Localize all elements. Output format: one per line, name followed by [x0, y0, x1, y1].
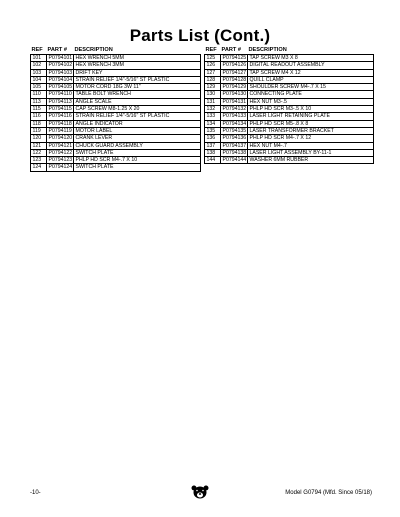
ref-cell: 110: [31, 91, 47, 98]
description-cell: LASER LIGHT ASSEMBLY BY-11-1: [248, 149, 374, 156]
table-row: [31, 157, 201, 164]
description-cell: WASHER 6MM RUBBER: [248, 157, 374, 164]
description-cell: CRANK LEVER: [74, 135, 201, 142]
table-row: [205, 149, 374, 156]
ref-cell: 133: [205, 113, 221, 120]
part-number-cell: P0794121: [48, 142, 73, 149]
ref-cell: 125: [205, 55, 221, 62]
header-part: PART #: [47, 47, 67, 53]
ref-cell: 144: [205, 157, 221, 164]
header-description: DESCRIPTION: [248, 47, 287, 53]
ref-cell: 119: [31, 127, 47, 134]
table-header-row: [31, 46, 201, 55]
table-row: [31, 76, 201, 83]
ref-cell: 101: [31, 55, 47, 62]
description-cell: HEX WRENCH 3MM: [74, 62, 201, 69]
description-cell: ANGLE INDICATOR: [74, 120, 201, 127]
table-row: [31, 142, 201, 149]
description-cell: PHLP HD SCR M5-.8 X 8: [248, 120, 374, 127]
ref-cell: 137: [205, 142, 221, 149]
description-cell: QUILL CLAMP: [248, 76, 374, 83]
ref-cell: 121: [31, 142, 47, 149]
part-number-cell: P0794110: [48, 91, 72, 98]
description-cell: MOTOR LABEL: [74, 127, 201, 134]
ref-cell: 120: [31, 135, 47, 142]
table-header-row: [205, 46, 374, 55]
part-number-cell: P0794120: [48, 135, 73, 142]
table-row: [205, 127, 374, 134]
part-number-cell: P0794136: [222, 135, 247, 142]
header-ref: REF: [31, 47, 43, 53]
table-row: [31, 106, 201, 113]
part-number-cell: P0794101: [48, 55, 73, 61]
part-number-cell: P0794116: [48, 113, 72, 120]
ref-cell: 131: [205, 98, 221, 105]
ref-cell: 136: [205, 135, 221, 142]
description-cell: TABLE BOLT WRENCH: [74, 91, 201, 98]
ref-cell: 105: [31, 84, 47, 91]
model-label: Model G0794 (Mfd. Since 05/18): [285, 490, 372, 496]
part-number-cell: P0794127: [222, 69, 247, 76]
ref-cell: 116: [31, 113, 47, 120]
part-number-cell: P0794123: [48, 157, 73, 164]
table-row: [205, 84, 374, 91]
part-number-cell: P0794144: [222, 157, 247, 164]
ref-cell: 113: [31, 98, 47, 105]
ref-cell: 135: [205, 127, 221, 134]
ref-cell: 127: [205, 69, 221, 76]
part-number-cell: P0794126: [222, 62, 247, 69]
table-row: [205, 135, 374, 142]
description-cell: HEX NUT M3-.5: [248, 98, 374, 105]
part-number-cell: P0794115: [48, 106, 72, 113]
description-cell: TAP SCREW M3 X 8: [248, 55, 374, 62]
part-number-cell: P0794105: [48, 84, 73, 91]
ref-cell: 132: [205, 106, 221, 113]
part-number-cell: P0794135: [222, 127, 247, 134]
table-row: [31, 69, 201, 76]
description-cell: DRIFT KEY: [74, 69, 201, 76]
description-cell: STRAIN RELIEF 1/4"-5/16" ST PLASTIC: [74, 76, 201, 83]
part-number-cell: P0794125: [222, 55, 247, 61]
part-number-cell: P0794129: [222, 84, 247, 91]
part-number-cell: P0794128: [222, 76, 247, 83]
table-row: [205, 157, 374, 164]
ref-cell: 130: [205, 91, 221, 98]
table-row: [205, 113, 374, 120]
description-cell: HEX NUT M4-.7: [248, 142, 374, 149]
ref-cell: 134: [205, 120, 221, 127]
table-row: [205, 106, 374, 113]
ref-cell: 138: [205, 149, 221, 156]
header-description: DESCRIPTION: [74, 47, 113, 53]
description-cell: CAP SCREW M8-1.25 X 20: [74, 106, 201, 113]
ref-cell: 118: [31, 120, 47, 127]
ref-cell: 128: [205, 76, 221, 83]
ref-cell: 126: [205, 62, 221, 69]
ref-cell: 122: [31, 149, 47, 156]
part-number-cell: P0794102: [48, 62, 73, 69]
part-number-cell: P0794103: [48, 69, 73, 76]
description-cell: PHLP HD SCR M4-.7 X 12: [248, 135, 374, 142]
description-cell: SWITCH PLATE: [74, 164, 201, 171]
part-number-cell: P0794131: [222, 98, 247, 105]
header-ref: REF: [205, 47, 217, 53]
ref-cell: 102: [31, 62, 47, 69]
table-row: [205, 120, 374, 127]
header-part: PART #: [221, 47, 241, 53]
ref-cell: 129: [205, 84, 221, 91]
parts-table-right: [204, 46, 374, 164]
ref-cell: 123: [31, 157, 47, 164]
description-cell: CONNECTING PLATE: [248, 91, 374, 98]
table-row: [31, 113, 201, 120]
table-row: [205, 98, 374, 105]
page-title: Parts List (Cont.): [129, 26, 271, 45]
bear-head-logo-icon: [191, 485, 209, 499]
ref-cell: 103: [31, 69, 47, 76]
description-cell: CHUCK GUARD ASSEMBLY: [74, 142, 201, 149]
part-number-cell: P0794124: [48, 164, 73, 171]
table-row: [31, 149, 201, 156]
description-cell: MOTOR CORD 18G 3W 11": [74, 84, 201, 91]
ref-cell: 124: [31, 164, 47, 171]
parts-table-left: [30, 46, 201, 172]
table-row: [205, 62, 374, 69]
part-number-cell: P0794104: [48, 76, 73, 83]
part-number-cell: P0794130: [222, 91, 247, 98]
table-row: [205, 142, 374, 149]
part-number-cell: P0794138: [222, 149, 247, 156]
table-row: [31, 135, 201, 142]
part-number-cell: P0794118: [48, 120, 72, 127]
page-number: -10-: [30, 490, 41, 496]
part-number-cell: P0794133: [222, 113, 247, 120]
table-row: [31, 84, 201, 91]
ref-cell: 115: [31, 106, 47, 113]
ref-cell: 104: [31, 76, 47, 83]
table-row: [205, 91, 374, 98]
description-cell: SHOULDER SCREW M4-.7 X 15: [248, 84, 374, 91]
description-cell: SWITCH PLATE: [74, 149, 201, 156]
table-row: [205, 55, 374, 62]
table-row: [205, 76, 374, 83]
table-row: [31, 55, 201, 62]
part-number-cell: P0794122: [48, 149, 73, 156]
description-cell: STRAIN RELIEF 1/4"-5/16" ST PLASTIC: [74, 113, 201, 120]
description-cell: DIGITAL READOUT ASSEMBLY: [248, 62, 374, 69]
description-cell: PHLP HD SCR M4-.7 X 10: [74, 157, 201, 164]
description-cell: HEX WRENCH 5MM: [74, 55, 201, 62]
part-number-cell: P0794132: [222, 106, 247, 113]
description-cell: PHLP HD SCR M3-.5 X 10: [248, 106, 374, 113]
part-number-cell: P0794137: [222, 142, 247, 149]
part-number-cell: P0794119: [48, 127, 72, 134]
table-row: [31, 127, 201, 134]
description-cell: ANGLE SCALE: [74, 98, 201, 105]
table-row: [31, 164, 201, 171]
table-row: [31, 120, 201, 127]
table-row: [31, 62, 201, 69]
table-row: [31, 98, 201, 105]
description-cell: LASER TRANSFORMER BRACKET: [248, 127, 374, 134]
description-cell: TAP SCREW M4 X 12: [248, 69, 374, 76]
table-row: [31, 91, 201, 98]
table-row: [205, 69, 374, 76]
part-number-cell: P0794113: [48, 98, 72, 105]
description-cell: LASER LIGHT RETAINING PLATE: [248, 113, 374, 120]
part-number-cell: P0794134: [222, 120, 247, 127]
